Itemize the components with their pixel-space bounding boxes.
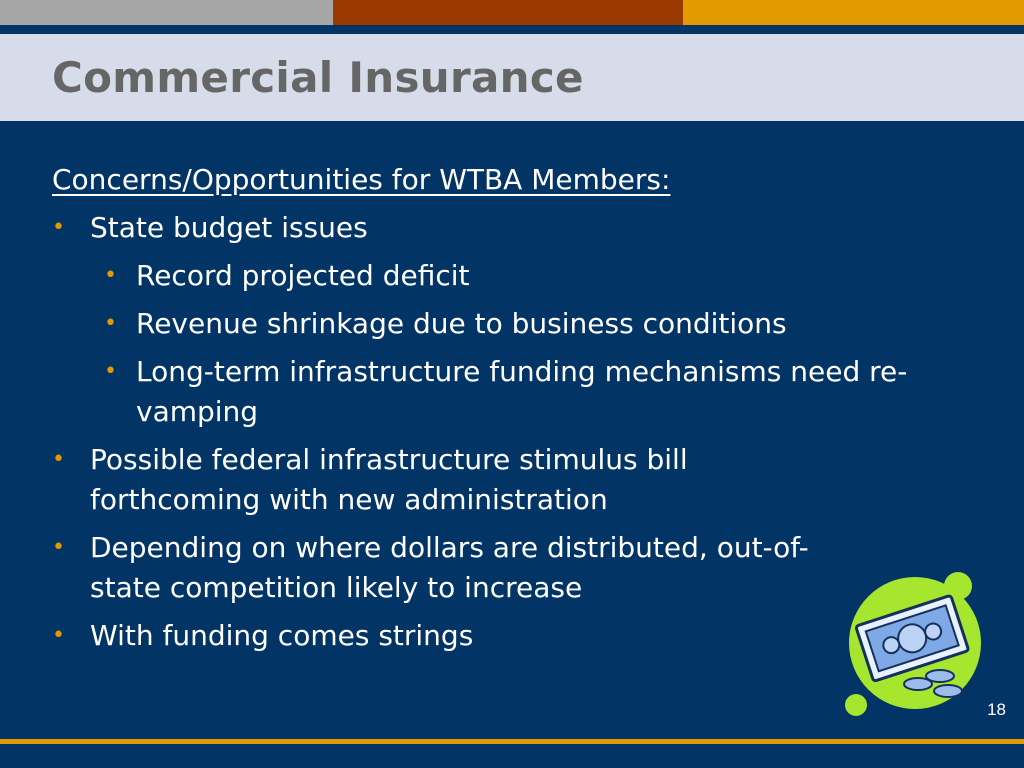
sub-bullet-item [52,256,952,296]
slide-heading: Concerns/Opportunities for WTBA Members: [52,163,671,196]
top-bar-gold [683,0,1024,25]
sub-bullet-item [52,304,952,344]
top-bar-rust [333,0,683,25]
bullet-text: Depending on where dollars are distributed, out-of-state competition likely to increase [90,531,809,604]
sub-bullet-text: Revenue shrinkage due to business conditions [136,307,787,340]
bullet-dot-icon: • [104,263,117,288]
bullet-item [52,440,850,520]
top-divider [0,25,1024,34]
top-color-bars [0,0,1024,25]
bullet-item [52,616,952,656]
bullet-text: State budget issues [90,211,368,244]
bullet-text: With funding comes strings [90,619,474,652]
money-bill-and-coins-icon [840,568,990,718]
bullet-dot-icon: • [104,311,117,336]
bullet-dot-icon: • [104,359,117,384]
slide-title: Commercial Insurance [52,53,584,102]
bullet-item [52,528,860,608]
slide-body [52,160,952,664]
bullet-item [52,208,952,248]
bullet-dot-icon: • [52,623,65,648]
page-number: 18 [987,700,1006,719]
bullet-text: Possible federal infrastructure stimulus bill forthcoming with new administration [90,443,688,516]
bottom-divider [0,739,1024,744]
bullet-dot-icon: • [52,215,65,240]
sub-bullet-text: Long-term infrastructure funding mechanisms need re-vamping [136,355,908,428]
sub-bullet-item [52,352,916,432]
top-bar-gray [0,0,333,25]
bullet-dot-icon: • [52,447,65,472]
sub-bullet-text: Record projected deficit [136,259,470,292]
bullet-dot-icon: • [52,535,65,560]
